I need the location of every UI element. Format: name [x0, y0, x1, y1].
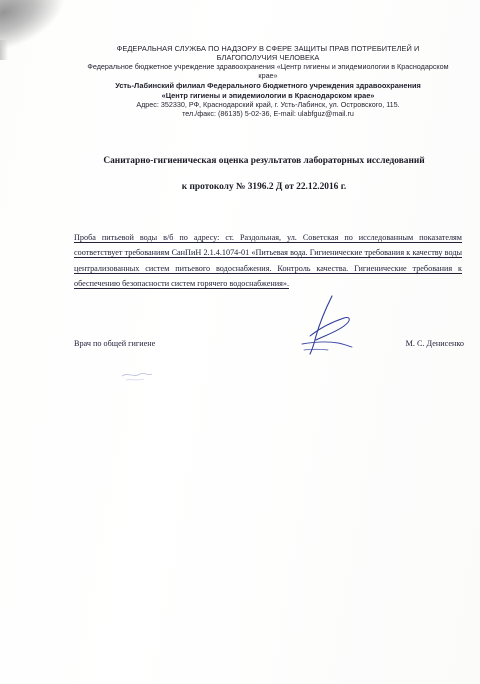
document-title: Санитарно-гигиеническая оценка результатов лабораторных исследований [103, 156, 425, 166]
address: Адрес: 352330, РФ, Краснодарский край, г. Усть-Лабинск, ул. Островского, 115. [136, 100, 400, 109]
agency-name-cont: БЛАГОПОЛУЧИЯ ЧЕЛОВЕКА [216, 53, 320, 62]
branch-name: Усть-Лабинский филиал Федерального бюджетного учреждения здравоохранения [115, 81, 421, 90]
protocol-reference: к протоколу № 3196.2 Д от 22.12.2016 г. [181, 182, 347, 192]
scan-shadow [0, 40, 8, 60]
branch-name-cont: «Центр гигиены и эпидемиологии в Краснодарском крае» [161, 91, 375, 100]
institution-name: Федеральное бюджетное учреждение здравоохранения «Центр гигиены и эпидемиологии в Краснодарском [87, 62, 449, 71]
letterhead [68, 44, 468, 118]
handwritten-signature [292, 292, 362, 362]
contacts: тел./факс: (86135) 5-02-36, E-mail: ulabfguz@mail.ru [182, 109, 354, 118]
scan-shadow [0, 0, 76, 56]
institution-name-cont: крае» [258, 71, 278, 80]
signer-position: Врач по общей гигиене [74, 339, 156, 348]
assessment-paragraph: Проба питьевой воды в/б по адресу: ст. Раздольная, ул. Советская по исследованным показателям соответствует требованиям СанПиН 2.1.4.1074-01 «Питьевая вода. Гигиенические требования к качеству воды централизованных систем питьевого водоснабжения. Контроль качества. Гигиенические требования к обеспечению безопасности систем горячего водоснабжения». [74, 233, 462, 289]
agency-name: ФЕДЕРАЛЬНАЯ СЛУЖБА ПО НАДЗОРУ В СФЕРЕ ЗАЩИТЫ ПРАВ ПОТРЕБИТЕЛЕЙ И [116, 44, 420, 53]
faint-stamp-mark [118, 364, 158, 386]
signer-name: М. С. Денисенко [405, 339, 464, 348]
